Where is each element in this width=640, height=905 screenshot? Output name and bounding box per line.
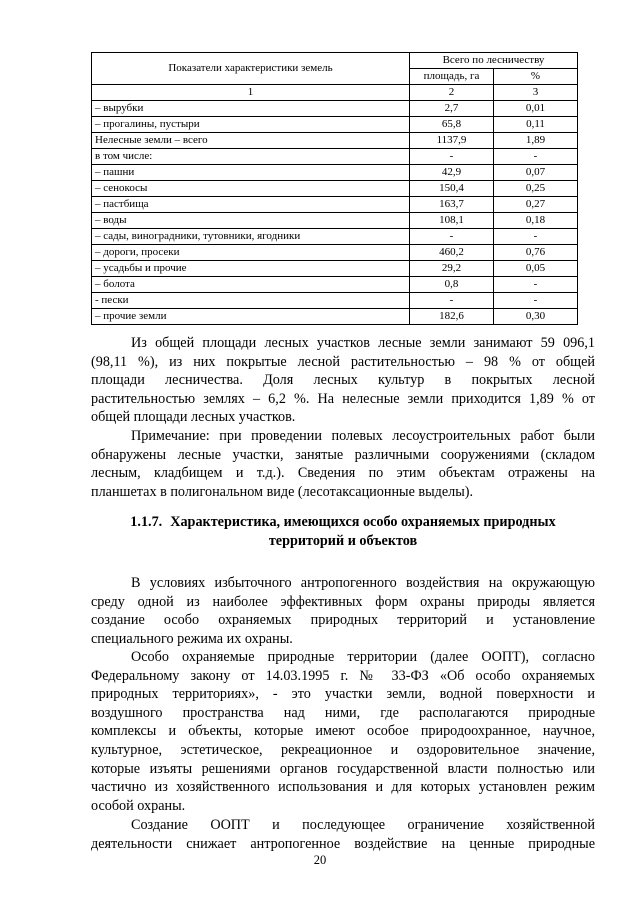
row-area-cell: 65,8 <box>410 117 494 133</box>
table-row <box>92 181 578 197</box>
row-name-cell: - пески <box>92 293 410 309</box>
text-line: особой охраны. <box>91 797 186 814</box>
heading-line-1 <box>91 513 595 532</box>
row-area-cell: - <box>410 293 494 309</box>
table-row <box>92 309 578 325</box>
row-name-cell: – прогалины, пустыри <box>92 117 410 133</box>
header-forestry-total: Всего по лесничеству <box>410 53 578 69</box>
header-indicators: Показатели характеристики земель <box>92 53 410 85</box>
table-row <box>92 117 578 133</box>
row-area-cell: 460,2 <box>410 245 494 261</box>
row-percent-cell: - <box>494 293 578 309</box>
row-percent-cell: 0,76 <box>494 245 578 261</box>
table-row <box>92 245 578 261</box>
text-line: планшетах в полигональном виде (лесотаксационные выделы). <box>91 483 474 500</box>
text-line: обнаружены лесные участки, занятые различными сооружениями (складом <box>91 446 595 463</box>
heading-text-1: Характеристика, имеющихся особо охраняемых природных <box>170 514 556 530</box>
text-line: создание особо охраняемых природных территорий и установление <box>91 612 595 629</box>
text-line: которые изъяты решениями органов государственной власти полностью или <box>91 760 595 777</box>
heading-line-2: территорий и объектов <box>268 532 418 549</box>
row-name-cell: в том числе: <box>92 149 410 165</box>
text-line: воздушного пространства над ними, где располагаются природные <box>91 704 595 721</box>
index-cell: 1 <box>92 85 410 101</box>
row-name-cell: – пастбища <box>92 197 410 213</box>
text-line: среду одной из наиболее эффективных форм охраны природы является <box>91 593 595 610</box>
section-heading <box>91 513 595 550</box>
text-line: растительностью землях – 6,2 %. На нелесные земли приходится 1,89 % от <box>91 390 595 407</box>
page-number: 20 <box>313 853 327 867</box>
row-name-cell: – усадьбы и прочие <box>92 261 410 277</box>
row-area-cell: 182,6 <box>410 309 494 325</box>
paragraph-note <box>91 427 595 501</box>
text-line: Из общей площади лесных участков лесные земли занимают 59 096,1 <box>131 335 595 351</box>
row-area-cell: - <box>410 229 494 245</box>
section-number: 1.1.7. <box>130 514 163 530</box>
row-percent-cell: 0,07 <box>494 165 578 181</box>
text-line: частично из хозяйственного использования и для которых установлен режим <box>91 779 595 796</box>
header-area: площадь, га <box>410 69 494 85</box>
row-percent-cell: - <box>494 149 578 165</box>
header-percent: % <box>494 69 578 85</box>
table-row <box>92 277 578 293</box>
table-row <box>92 213 578 229</box>
row-area-cell: 150,4 <box>410 181 494 197</box>
row-area-cell: 0,8 <box>410 277 494 293</box>
row-percent-cell: 0,11 <box>494 117 578 133</box>
paragraph-forest-area <box>91 334 595 427</box>
row-percent-cell: 0,18 <box>494 213 578 229</box>
text-line: Особо охраняемые природные территории (далее ООПТ), согласно <box>131 649 595 665</box>
text-line: комплексы и объекты, которые имеют особое природоохранное, научное, <box>91 723 595 740</box>
index-cell: 2 <box>410 85 494 101</box>
text-line: общей площади лесных участков. <box>91 409 296 426</box>
row-name-cell: – болота <box>92 277 410 293</box>
paragraph-oopt-creation <box>91 816 595 853</box>
table-row <box>92 101 578 117</box>
index-cell: 3 <box>494 85 578 101</box>
row-area-cell: 1137,9 <box>410 133 494 149</box>
row-percent-cell: 0,25 <box>494 181 578 197</box>
row-name-cell: – пашни <box>92 165 410 181</box>
row-area-cell: 29,2 <box>410 261 494 277</box>
row-name-cell: Нелесные земли – всего <box>92 133 410 149</box>
table-row <box>92 133 578 149</box>
table-index-row <box>92 85 578 101</box>
text-line: Создание ООПТ и последующее ограничение хозяйственной <box>131 817 595 833</box>
text-line: В условиях избыточного антропогенного воздействия на окружающую <box>131 575 595 591</box>
text-line: специального режима их охраны. <box>91 630 293 647</box>
text-line: (98,11 %), из них покрытые лесной растительностью – 98 % от общей <box>91 353 595 370</box>
text-line: деятельности снижает антропогенное воздействие на ценные природные <box>91 835 595 852</box>
row-area-cell: 2,7 <box>410 101 494 117</box>
text-line: площади лесничества. Доля лесных культур в покрытых лесной <box>91 372 595 389</box>
table-row <box>92 293 578 309</box>
row-area-cell: 108,1 <box>410 213 494 229</box>
row-area-cell: - <box>410 149 494 165</box>
row-percent-cell: 1,89 <box>494 133 578 149</box>
table-header-row <box>92 53 578 69</box>
row-name-cell: – воды <box>92 213 410 229</box>
table-row <box>92 197 578 213</box>
row-name-cell: – сады, виноградники, тутовники, ягодники <box>92 229 410 245</box>
row-name-cell: – прочие земли <box>92 309 410 325</box>
table-row <box>92 165 578 181</box>
paragraph-oopt-intro <box>91 574 595 648</box>
row-percent-cell: 0,05 <box>494 261 578 277</box>
row-area-cell: 42,9 <box>410 165 494 181</box>
row-percent-cell: - <box>494 229 578 245</box>
text-line: Примечание: при проведении полевых лесоустроительных работ были <box>131 428 595 444</box>
row-area-cell: 163,7 <box>410 197 494 213</box>
land-characteristics-table <box>91 52 578 325</box>
row-percent-cell: - <box>494 277 578 293</box>
text-line: Федеральному закону от 14.03.1995 г. № 33-ФЗ «Об особо охраняемых <box>91 667 595 684</box>
text-line: лесным, кладбищем и т.д.). Сведения по этим объектам отражены на <box>91 465 595 482</box>
row-percent-cell: 0,27 <box>494 197 578 213</box>
table-row <box>92 261 578 277</box>
row-percent-cell: 0,30 <box>494 309 578 325</box>
row-name-cell: – сенокосы <box>92 181 410 197</box>
text-line: культурное, эстетическое, рекреационное и оздоровительное значение, <box>91 741 595 758</box>
row-name-cell: – вырубки <box>92 101 410 117</box>
row-name-cell: – дороги, просеки <box>92 245 410 261</box>
text-line: природных территориях», - это участки земли, водной поверхности и <box>91 686 595 703</box>
paragraph-oopt-definition <box>91 648 595 815</box>
row-percent-cell: 0,01 <box>494 101 578 117</box>
table-row <box>92 229 578 245</box>
table-row <box>92 149 578 165</box>
